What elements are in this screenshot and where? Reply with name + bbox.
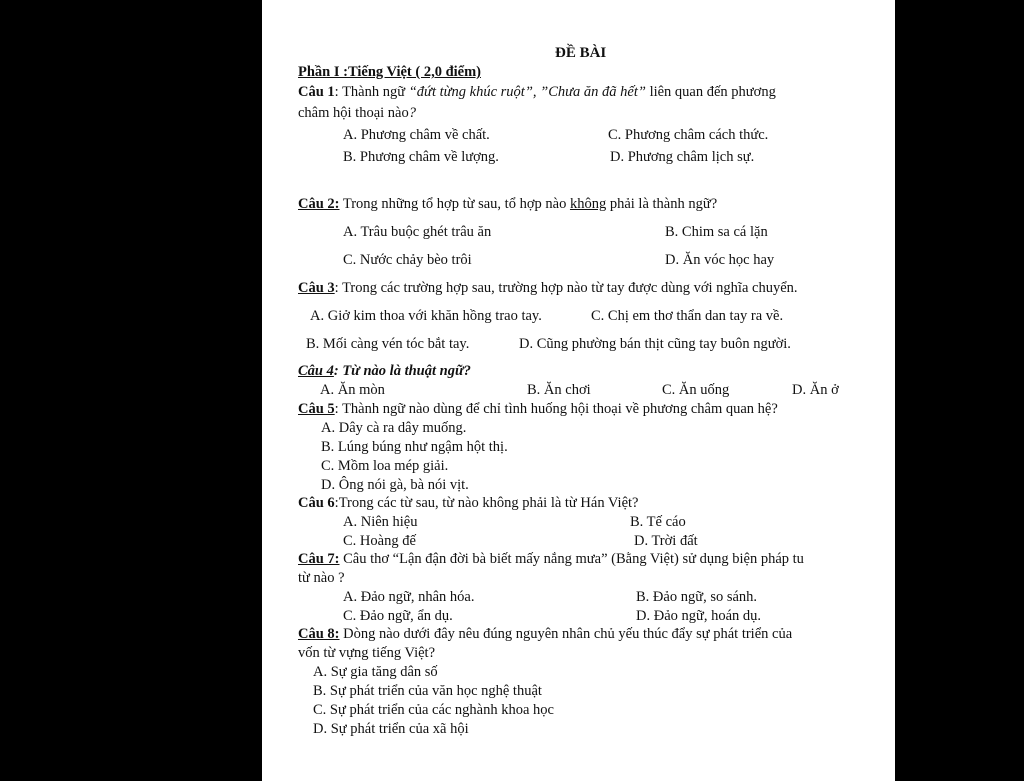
question-2-option-d: D. Ăn vóc học hay — [665, 252, 775, 268]
question-7-text: Câu thơ “Lận đận đời bà biết mấy nắng mưa” (Bằng Việt) sử dụng biện pháp tu — [339, 551, 804, 567]
question-8-option-c: C. Sự phát triển của các nghành khoa học — [313, 702, 554, 718]
question-7 — [298, 550, 804, 568]
question-1-option-d: D. Phương châm lịch sự. — [610, 149, 755, 165]
question-1 — [298, 83, 776, 101]
question-4-option-d: D. Ăn ở — [792, 382, 839, 398]
question-2-option-c: C. Nước chảy bèo trôi — [343, 252, 472, 268]
question-1-option-a: A. Phương châm về chất. — [343, 127, 490, 143]
question-6-option-d: D. Trời đất — [634, 533, 698, 549]
question-6-option-b: B. Tế cáo — [630, 514, 686, 530]
question-3 — [298, 279, 798, 297]
question-8-label: Câu 8: — [298, 626, 340, 642]
question-8-option-d: D. Sự phát triển của xã hội — [313, 721, 469, 737]
question-1-mark: ? — [408, 105, 416, 121]
question-4-label: Câu 4 — [298, 363, 334, 379]
question-5-text: : Thành ngữ nào dùng để chỉ tình huống hội thoại về phương châm quan hệ? — [334, 401, 778, 417]
question-5 — [298, 400, 778, 418]
question-2 — [298, 195, 717, 213]
question-2-text: Trong những tổ hợp từ sau, tổ hợp nào — [339, 196, 570, 212]
question-3-label: Câu 3 — [298, 280, 335, 296]
question-4-option-c: C. Ăn uống — [662, 382, 730, 398]
question-8-line-2: vốn từ vựng tiếng Việt? — [298, 645, 436, 661]
question-7-option-c: C. Đảo ngữ, ẩn dụ. — [343, 608, 453, 624]
question-5-option-a: A. Dây cà ra dây muống. — [321, 420, 467, 436]
question-6-option-c: C. Hoàng đế — [343, 533, 416, 549]
question-3-option-c: C. Chị em thơ thẩn dan tay ra về. — [591, 308, 784, 324]
question-2-option-b: B. Chim sa cá lặn — [665, 224, 768, 240]
question-1-text-end: liên quan đến phương — [645, 84, 776, 100]
question-8-option-b: B. Sự phát triển của văn học nghệ thuật — [313, 683, 542, 699]
question-3-text: : Trong các trường hợp sau, trường hợp nào từ tay được dùng với nghĩa chuyển. — [334, 280, 798, 296]
question-5-option-d: D. Ông nói gà, bà nói vịt. — [321, 477, 469, 493]
question-7-option-d: D. Đảo ngữ, hoán dụ. — [636, 608, 762, 624]
question-6-label: Câu 6 — [298, 495, 335, 511]
question-5-option-c: C. Mồm loa mép giải. — [321, 458, 449, 474]
question-1-label: Câu 1 — [298, 84, 335, 100]
question-2-text-end: phải là thành ngữ? — [606, 196, 718, 212]
question-7-line-2: từ nào ? — [298, 570, 345, 586]
question-1-text: : Thành ngữ — [334, 84, 409, 100]
question-4 — [298, 362, 471, 380]
question-4-option-a: A. Ăn mòn — [320, 382, 385, 398]
question-1-line-2 — [298, 104, 416, 122]
question-2-emphasis: không — [569, 196, 607, 212]
question-2-label: Câu 2: — [298, 196, 340, 212]
question-8-option-a: A. Sự gia tăng dân số — [313, 664, 438, 680]
question-8-text: Dòng nào dưới đây nêu đúng nguyên nhân chủ yếu thúc đẩy sự phát triển của — [339, 626, 793, 642]
question-6-option-a: A. Niên hiệu — [343, 514, 418, 530]
question-5-option-b: B. Lúng búng như ngậm hột thị. — [321, 439, 508, 455]
question-4-text: : Từ nào là thuật ngữ? — [333, 363, 471, 379]
question-2-option-a: A. Trâu buộc ghét trâu ăn — [343, 224, 492, 240]
question-8 — [298, 625, 792, 643]
question-7-label: Câu 7: — [298, 551, 340, 567]
exam-title: ĐỀ BÀI — [555, 45, 607, 61]
question-1-option-b: B. Phương châm về lượng. — [343, 149, 499, 165]
question-1-text-2: châm hội thoại nào — [298, 105, 409, 121]
question-6-text: :Trong các từ sau, từ nào không phải là từ Hán Việt? — [334, 495, 639, 511]
question-1-option-c: C. Phương châm cách thức. — [608, 127, 769, 143]
question-3-option-b: B. Mối càng vén tóc bắt tay. — [306, 336, 470, 352]
question-6 — [298, 494, 638, 512]
question-3-option-a: A. Giở kim thoa với khăn hồng trao tay. — [310, 308, 542, 324]
section-heading: Phần I :Tiếng Việt ( 2,0 điểm) — [298, 64, 481, 80]
question-4-option-b: B. Ăn chơi — [527, 382, 591, 398]
question-7-option-a: A. Đảo ngữ, nhân hóa. — [343, 589, 475, 605]
question-3-option-d: D. Cũng phường bán thịt cũng tay buôn người. — [519, 336, 791, 352]
question-5-label: Câu 5 — [298, 401, 335, 417]
question-7-option-b: B. Đảo ngữ, so sánh. — [636, 589, 758, 605]
question-1-idioms: “đứt từng khúc ruột”, ”Chưa ăn đã hết” — [408, 84, 646, 100]
